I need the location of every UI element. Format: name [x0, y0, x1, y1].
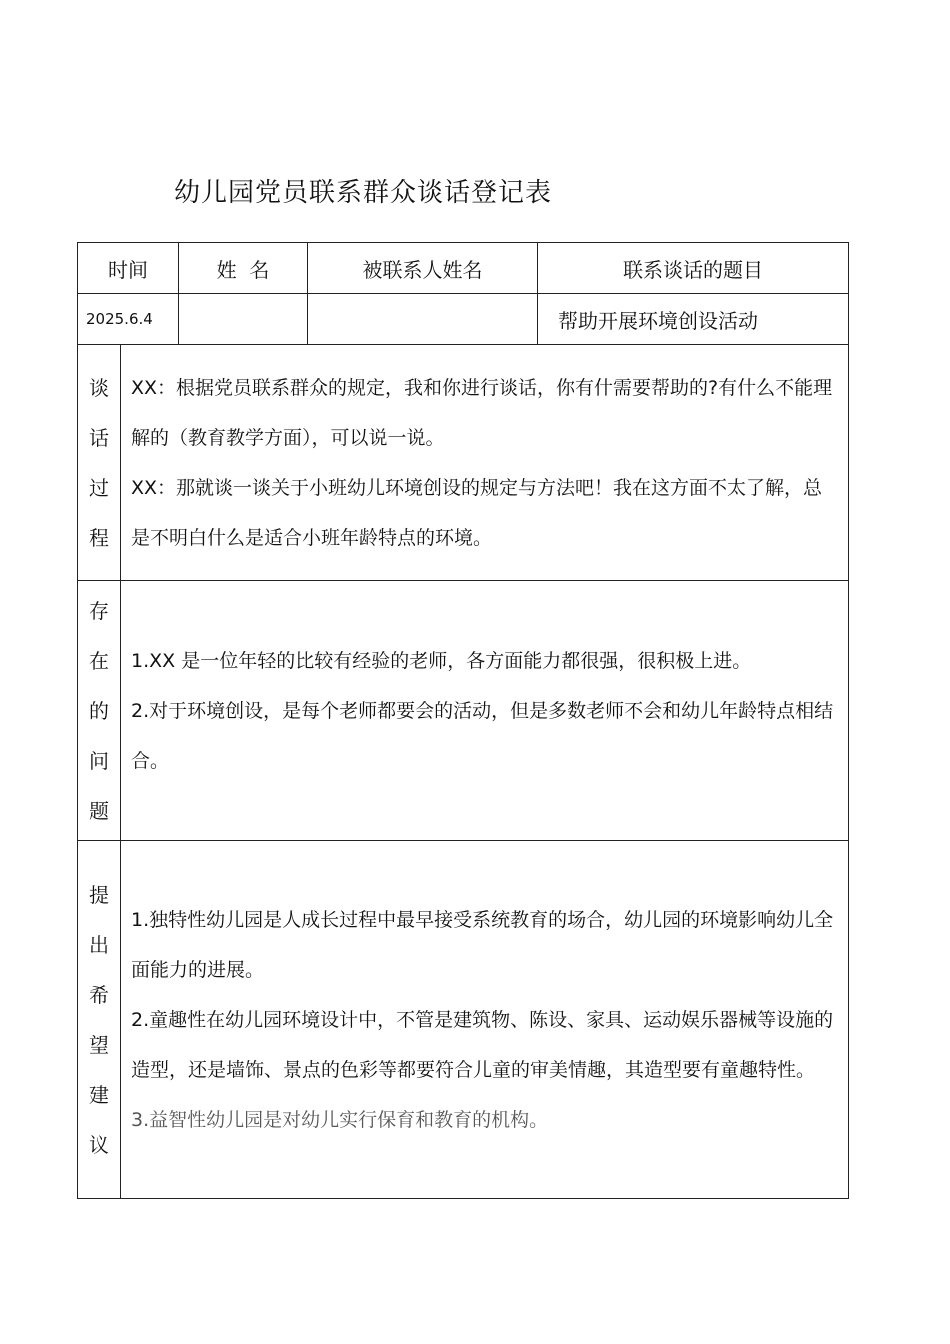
- talk-register-table: [77, 242, 849, 1199]
- document-title: 幼儿园党员联系群众谈话登记表: [174, 178, 553, 208]
- suggestions-label-char: 提: [89, 882, 109, 907]
- issues-label-char: 在: [89, 648, 109, 673]
- suggestions-label-char: 建: [89, 1082, 109, 1107]
- name-value: [179, 294, 308, 345]
- process-row: [78, 345, 849, 581]
- suggestions-content: [121, 841, 849, 1199]
- process-label-char: 话: [89, 425, 109, 450]
- contact-name-value: [308, 294, 538, 345]
- suggestions-label: [78, 841, 121, 1199]
- process-label-char: 谈: [89, 375, 109, 400]
- suggestions-paragraph: 3.益智性幼儿园是对幼儿实行保育和教育的机构。: [131, 1108, 549, 1131]
- suggestions-label-char: 望: [89, 1032, 109, 1057]
- issues-paragraph: 2.对于环境创设，是每个老师都要会的活动，但是多数老师不会和幼儿年龄特点相结合。: [131, 699, 834, 772]
- process-content: [121, 345, 849, 581]
- process-label-char: 程: [89, 525, 109, 550]
- suggestions-paragraph: 1.独特性幼儿园是人成长过程中最早接受系统教育的场合，幼儿园的环境影响幼儿全面能力的进展。: [131, 908, 834, 981]
- process-paragraph: XX：那就谈一谈关于小班幼儿环境创设的规定与方法吧！我在这方面不太了解，总是不明白什么是适合小班年龄特点的环境。: [131, 476, 823, 549]
- issues-label-char: 的: [89, 698, 109, 723]
- issues-label: [78, 581, 121, 841]
- suggestions-paragraph: 2.童趣性在幼儿园环境设计中，不管是建筑物、陈设、家具、运动娱乐器械等设施的造型，还是墙饰、景点的色彩等都要符合儿童的审美情趣，其造型要有童趣特性。: [131, 1008, 834, 1081]
- process-paragraph: XX：根据党员联系群众的规定，我和你进行谈话，你有什需要帮助的?有什么不能理解的（教育教学方面），可以说一说。: [131, 376, 833, 449]
- issues-label-char: 题: [89, 798, 109, 823]
- suggestions-label-char: 议: [89, 1132, 109, 1157]
- process-label: [78, 345, 121, 581]
- issues-paragraph: 1.XX 是一位年轻的比较有经验的老师，各方面能力都很强，很积极上进。: [131, 649, 752, 672]
- header-row: [78, 243, 849, 294]
- issues-label-char: 问: [89, 748, 109, 773]
- issues-label-char: 存: [89, 598, 109, 623]
- process-label-char: 过: [89, 475, 109, 500]
- suggestions-row: [78, 841, 849, 1199]
- date-value: 2025.6.4: [78, 294, 179, 345]
- suggestions-label-char: 希: [89, 982, 109, 1007]
- header-time: 时间: [78, 243, 179, 294]
- info-row: [78, 294, 849, 345]
- header-topic: 联系谈话的题目: [538, 243, 849, 294]
- topic-value: 帮助开展环境创设活动: [538, 294, 849, 345]
- header-name: 姓 名: [179, 243, 308, 294]
- suggestions-label-char: 出: [89, 932, 109, 957]
- issues-row: [78, 581, 849, 841]
- issues-content: [121, 581, 849, 841]
- header-contact-name: 被联系人姓名: [308, 243, 538, 294]
